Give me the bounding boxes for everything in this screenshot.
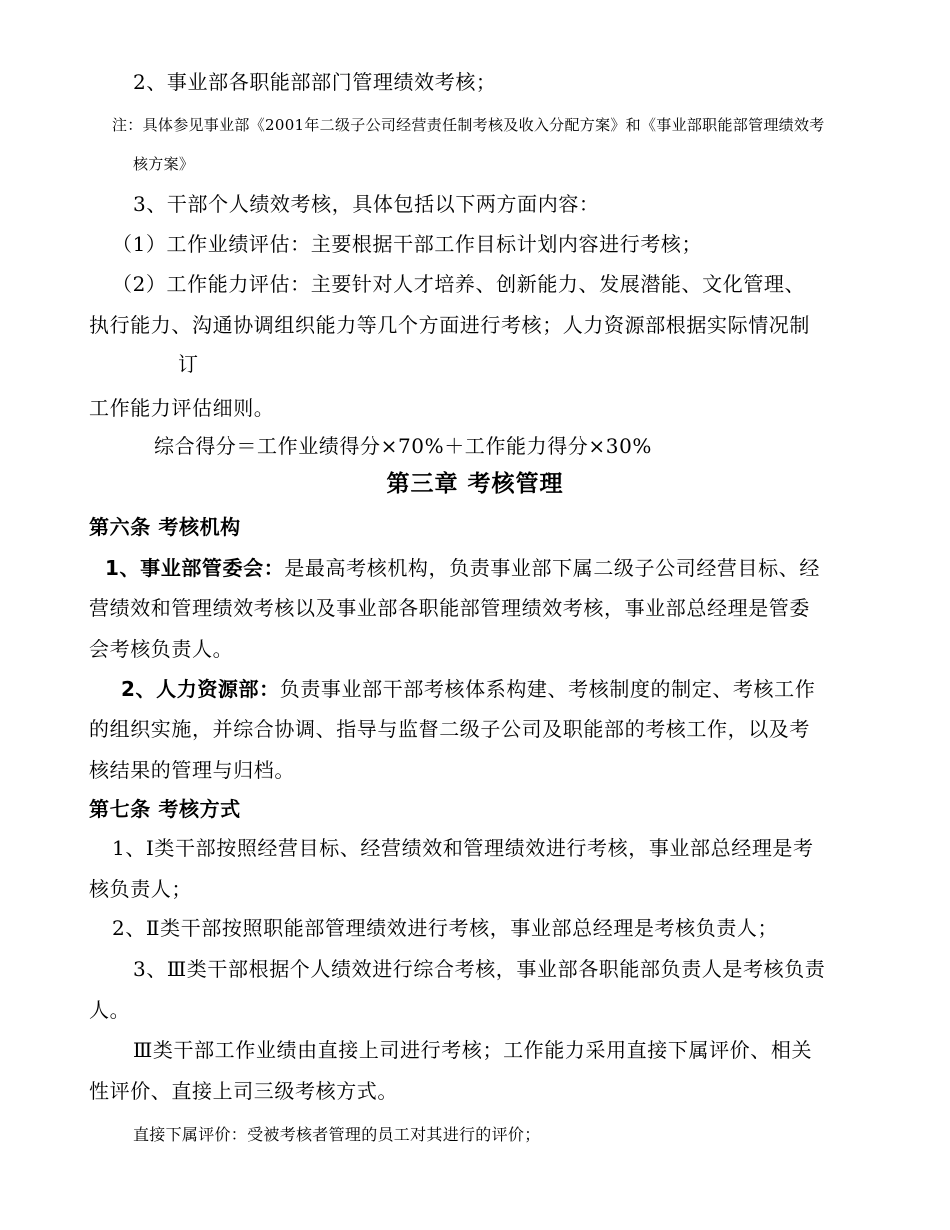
article-6-para-2-line-3: 核结果的管理与归档。 [89,758,295,782]
item-3-line: 3、干部个人绩效考核，具体包括以下两方面内容： [133,192,600,216]
method-2-line: 2、Ⅱ类干部按照职能部管理绩效进行考核，事业部总经理是考核负责人； [112,916,779,940]
direct-subordinate-evaluation: 直接下属评价：受被考核者管理的员工对其进行的评价； [133,1125,541,1144]
article-6-para-1-line-3: 会考核负责人。 [89,637,234,661]
method-4-line-2: 性评价、直接上司三级考核方式。 [89,1079,398,1103]
chapter-title: 第三章 考核管理 [386,471,564,497]
subitem-2-line-2-wrap: 订 [178,352,199,376]
article-7-title: 第七条 考核方式 [89,797,241,821]
article-6-title: 第六条 考核机构 [89,515,241,539]
subitem-2-line: （2）工作能力评估：主要针对人才培养、创新能力、发展潜能、文化管理、 [112,272,806,296]
management-committee-text: 是最高考核机构，负责事业部下属二级子公司经营目标、经 [284,556,820,580]
article-6-para-1 [105,556,820,580]
hr-department-text: 负责事业部干部考核体系构建、考核制度的制定、考核工作 [279,677,816,701]
management-committee-label: 1、事业部管委会： [105,556,285,580]
hr-department-label: 2、人力资源部： [121,677,280,701]
subitem-1-line: （1）工作业绩评估：主要根据干部工作目标计划内容进行考核； [112,232,703,256]
method-1-line: 1、Ⅰ类干部按照经营目标、经营绩效和管理绩效进行考核，事业部总经理是考 [112,836,814,860]
note-line-2: 核方案》 [133,155,195,173]
method-3-line: 3、Ⅲ类干部根据个人绩效进行综合考核，事业部各职能部负责人是考核负责 [133,957,826,981]
subitem-2-line-3: 工作能力评估细则。 [89,396,275,420]
method-4-line: Ⅲ类干部工作业绩由直接上司进行考核；工作能力采用直接下属评价、相关 [133,1038,813,1062]
article-6-para-2-line-2: 的组织实施，并综合协调、指导与监督二级子公司及职能部的考核工作，以及考 [89,717,810,741]
score-formula: 综合得分＝工作业绩得分×70%＋工作能力得分×30% [154,434,653,458]
article-6-para-1-line-2: 营绩效和管理绩效考核以及事业部各职能部管理绩效考核，事业部总经理是管委 [89,596,810,620]
method-1-line-2: 核负责人； [89,877,192,901]
subitem-2-line-2: 执行能力、沟通协调组织能力等几个方面进行考核；人力资源部根据实际情况制 [89,313,810,337]
item-2-line: 2、事业部各职能部部门管理绩效考核； [133,70,497,94]
note-line-1: 注：具体参见事业部《2001年二级子公司经营责任制考核及收入分配方案》和《事业部职能部管理绩效考 [112,116,825,134]
article-6-para-2 [121,677,815,701]
method-3-line-2: 人。 [89,998,131,1022]
